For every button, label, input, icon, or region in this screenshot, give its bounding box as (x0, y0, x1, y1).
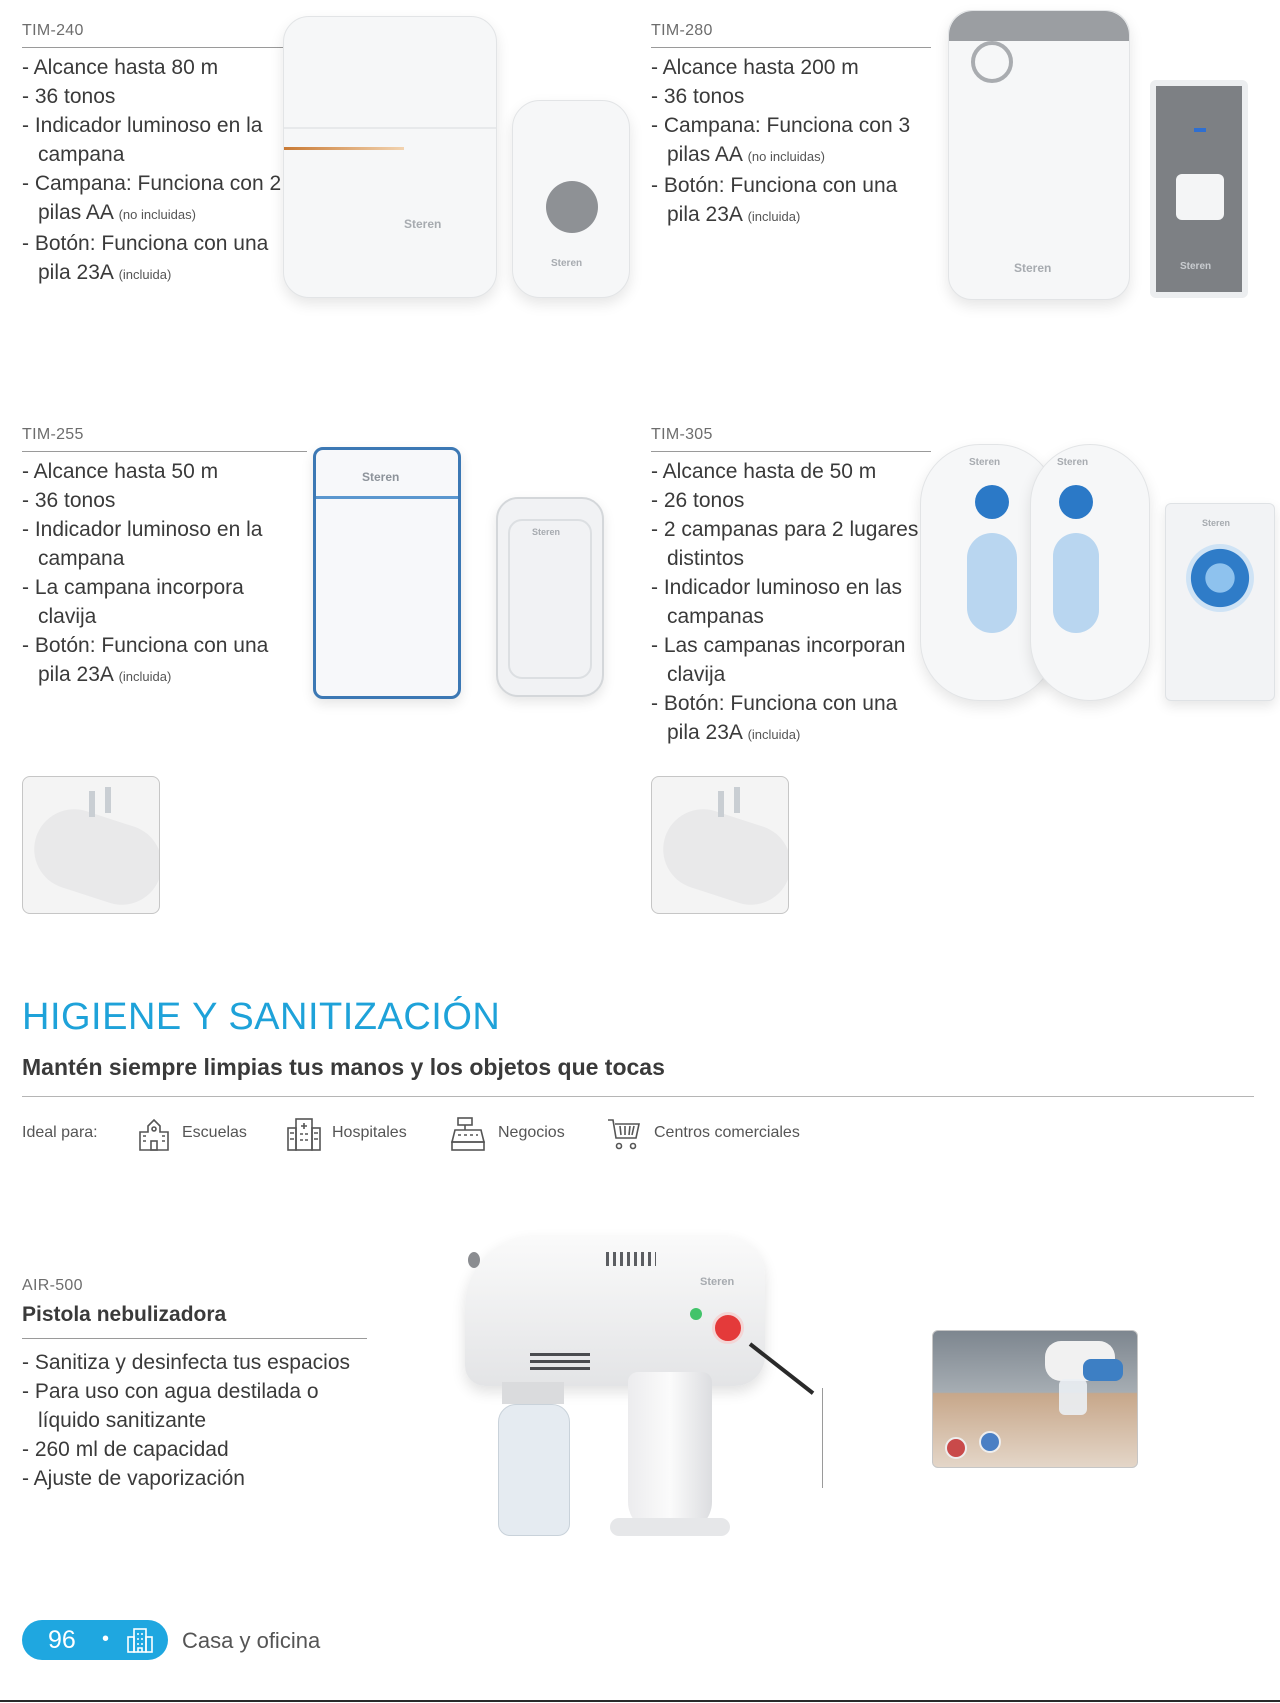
brand-logo: Steren (404, 217, 442, 231)
feature-text: Botón: Funciona con una pila 23A (34, 634, 269, 686)
feature-note: (incluida) (747, 727, 801, 742)
push-button (1176, 174, 1224, 220)
brand-logo: Steren (1057, 457, 1089, 468)
brand-logo: Steren (1180, 261, 1212, 272)
chime-top-band (949, 11, 1129, 41)
feature-item (651, 573, 926, 631)
doorbell-button-image (512, 100, 630, 298)
feature-text: Sanitiza y desinfecta tus espacios (34, 1351, 351, 1374)
page-indicator (22, 1620, 168, 1660)
doorbell-chime-image (313, 447, 461, 699)
feature-item (22, 111, 282, 169)
feature-text: Botón: Funciona con una pila 23A (663, 692, 898, 744)
product-code: TIM-255 (22, 426, 84, 443)
feature-item (22, 82, 282, 111)
page-number: 96 (48, 1626, 76, 1654)
feature-note: (incluida) (747, 209, 801, 224)
ideal-for-label: Ideal para: (22, 1124, 98, 1141)
speaker-icon (971, 41, 1013, 83)
page-bottom-edge (0, 1700, 1280, 1702)
light-indicator (1059, 485, 1093, 519)
product-code: TIM-280 (651, 22, 713, 39)
divider (22, 47, 294, 48)
feature-item (22, 1464, 382, 1493)
plug-detail-thumbnail (651, 776, 789, 914)
gun-base (610, 1518, 730, 1536)
plug-prong (105, 787, 111, 813)
feature-text: 2 campanas para 2 lugares distintos (663, 518, 919, 570)
product-code: TIM-305 (651, 426, 713, 443)
object-photo (945, 1437, 967, 1459)
feature-text: Campana: Funciona con 2 pilas AA (34, 172, 282, 224)
power-button-icon (712, 1312, 744, 1344)
category-label: Casa y oficina (182, 1628, 321, 1653)
shopping-cart-icon (606, 1116, 642, 1152)
hospital-icon (286, 1116, 322, 1152)
divider (651, 47, 931, 48)
feature-text: Alcance hasta 200 m (662, 56, 859, 79)
feature-list (22, 457, 302, 691)
usage-photo-thumbnail (932, 1330, 1138, 1468)
feature-text: Para uso con agua destilada o líquido sanitizante (34, 1380, 319, 1432)
building-icon (126, 1626, 154, 1654)
push-button (1186, 544, 1254, 612)
doorbell-chime-image (283, 16, 497, 298)
feature-note: (incluida) (118, 267, 172, 282)
feature-item (651, 486, 926, 515)
feature-text: 36 tonos (34, 85, 116, 108)
speaker-grille (967, 533, 1017, 633)
feature-item (22, 169, 282, 229)
divider (22, 1096, 1254, 1097)
feature-item (22, 457, 302, 486)
feature-text: 36 tonos (34, 489, 116, 512)
push-button (546, 181, 598, 233)
feature-text: 260 ml de capacidad (34, 1438, 229, 1461)
feature-text: Botón: Funciona con una pila 23A (663, 174, 898, 226)
light-stripe (316, 496, 458, 499)
grip-marks-icon (530, 1350, 590, 1370)
glove-photo (1083, 1359, 1123, 1381)
doorbell-button-image (1150, 80, 1248, 298)
tank-photo (1059, 1379, 1087, 1415)
feature-text: Indicador luminoso en la campana (34, 114, 263, 166)
product-code: AIR-500 (22, 1277, 83, 1294)
plug-prong (734, 787, 740, 813)
doorbell-chime-image (948, 10, 1130, 300)
plug-detail-thumbnail (22, 776, 160, 914)
feature-item (22, 573, 302, 631)
feature-note: (no incluidas) (118, 207, 196, 222)
feature-list (22, 1348, 382, 1493)
feature-text: Ajuste de vaporización (33, 1467, 245, 1490)
feature-item (22, 486, 302, 515)
ideal-item-label: Escuelas (182, 1124, 247, 1141)
feature-text: Alcance hasta de 50 m (662, 460, 877, 483)
product-name: Pistola nebulizadora (22, 1303, 227, 1326)
sanitizer-gun-image (460, 1232, 830, 1542)
cash-register-icon (450, 1116, 486, 1152)
gun-handle (628, 1372, 712, 1532)
brand-logo: Steren (700, 1276, 735, 1288)
nozzle-icon (468, 1252, 480, 1268)
feature-text: 36 tonos (663, 85, 745, 108)
feature-list (22, 53, 282, 289)
section-title: HIGIENE Y SANITIZACIÓN (22, 996, 501, 1038)
speaker-grille (1053, 533, 1099, 633)
push-button (508, 519, 592, 679)
product-code: TIM-240 (22, 22, 84, 39)
feature-note: (incluida) (118, 669, 172, 684)
feature-item (651, 53, 926, 82)
feature-item (22, 515, 302, 573)
chime-unit-image (1030, 444, 1150, 701)
light-indicator (284, 147, 404, 150)
status-led-icon (690, 1308, 702, 1320)
feature-item (22, 1377, 382, 1435)
tank-neck (502, 1382, 564, 1404)
feature-item (651, 689, 926, 749)
feature-text: Botón: Funciona con una pila 23A (34, 232, 269, 284)
light-indicator (975, 485, 1009, 519)
school-icon (136, 1116, 172, 1152)
feature-text: Campana: Funciona con 3 pilas AA (663, 114, 911, 166)
feature-text: Alcance hasta 80 m (33, 56, 219, 79)
divider (822, 1388, 823, 1488)
divider (651, 451, 931, 452)
brand-logo: Steren (532, 527, 561, 537)
ideal-item-label: Centros comerciales (654, 1124, 800, 1141)
ideal-item-label: Negocios (498, 1124, 565, 1141)
brand-logo: Steren (969, 457, 1001, 468)
feature-item (651, 457, 926, 486)
ideal-item-label: Hospitales (332, 1124, 407, 1141)
brand-logo: Steren (551, 258, 583, 269)
feature-item (651, 631, 926, 689)
feature-text: Alcance hasta 50 m (33, 460, 219, 483)
brand-logo: Steren (1202, 518, 1231, 528)
feature-text: La campana incorpora clavija (34, 576, 244, 628)
feature-item (651, 515, 926, 573)
bullet-separator: • (102, 1628, 110, 1650)
section-subtitle: Mantén siempre limpias tus manos y los objetos que tocas (22, 1054, 665, 1080)
feature-item (651, 111, 926, 171)
doorbell-button-image (1165, 503, 1275, 701)
plug-prong (89, 791, 95, 817)
feature-item (22, 1348, 382, 1377)
liquid-tank (498, 1404, 570, 1536)
feature-item (22, 631, 302, 691)
feature-item (651, 82, 926, 111)
brand-logo: Steren (1014, 261, 1052, 275)
doorbell-button-image (496, 497, 604, 697)
feature-item (22, 1435, 382, 1464)
chime-edge (284, 127, 496, 129)
divider (22, 1338, 367, 1339)
feature-list (651, 53, 926, 231)
feature-list (651, 457, 926, 749)
feature-text: Las campanas incorporan clavija (663, 634, 906, 686)
feature-note: (no incluidas) (747, 149, 825, 164)
feature-item (651, 171, 926, 231)
brand-logo: Steren (362, 470, 400, 484)
feature-item (22, 53, 282, 82)
feature-text: 26 tonos (663, 489, 745, 512)
feature-text: Indicador luminoso en las campanas (663, 576, 902, 628)
plug-prong (718, 791, 724, 817)
vent-icon (606, 1252, 656, 1266)
object-photo (979, 1431, 1001, 1453)
feature-text: Indicador luminoso en la campana (34, 518, 263, 570)
feature-item (22, 229, 282, 289)
divider (22, 451, 307, 452)
led-icon (1194, 128, 1206, 132)
